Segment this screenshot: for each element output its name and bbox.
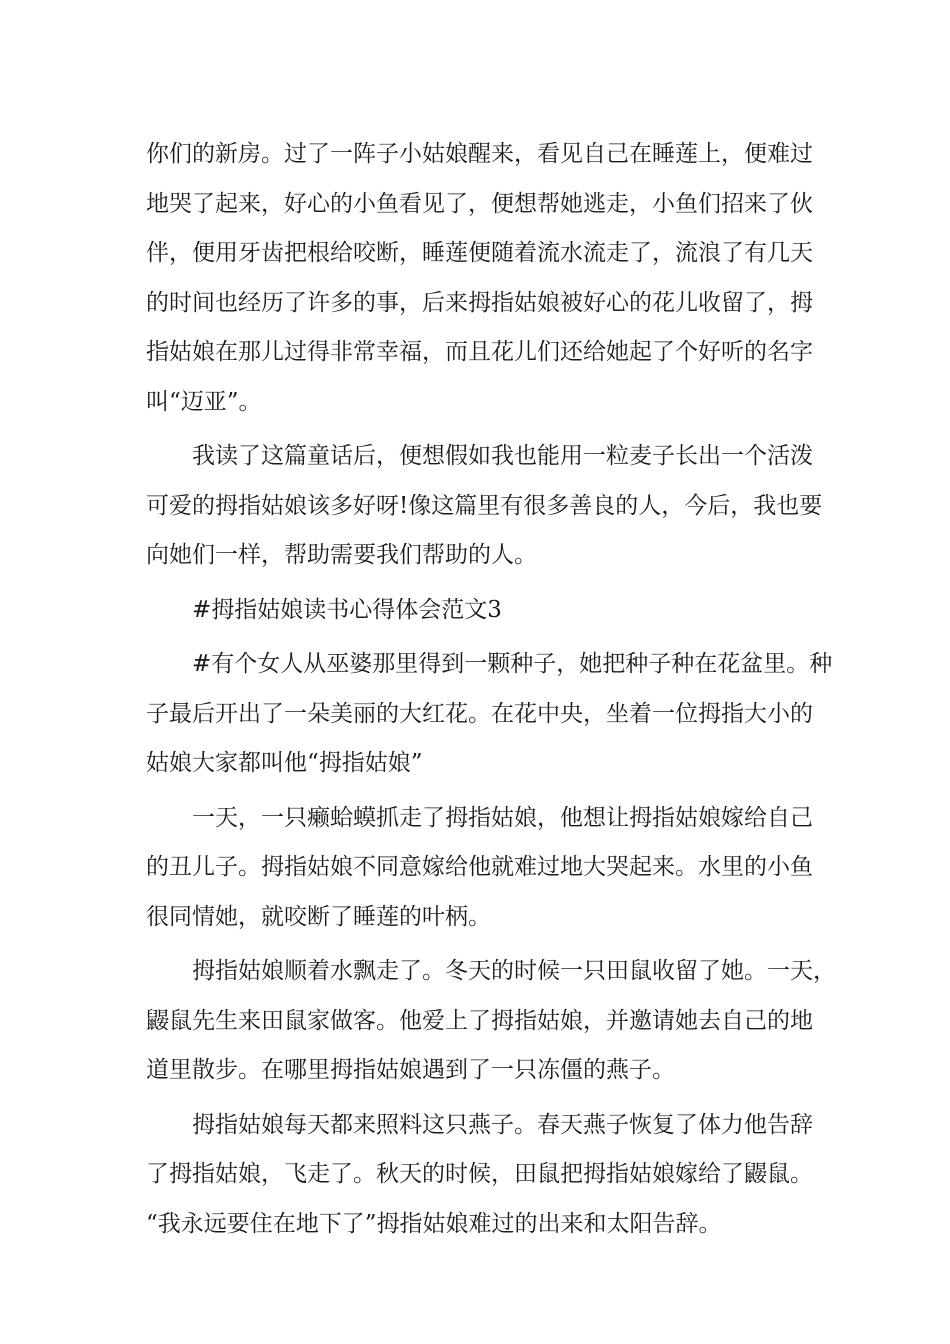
text-line: 子最后开出了一朵美丽的大红花。在花中央，坐着一位拇指大小的	[146, 700, 813, 727]
text-line: 的时间也经历了许多的事，后来拇指姑娘被好心的花儿收留了，拇	[146, 289, 813, 316]
text-line: 我读了这篇童话后，便想假如我也能用一粒麦子长出一个活泼	[192, 443, 813, 469]
text-line: 一天，一只癞蛤蟆抓走了拇指姑娘，他想让拇指姑娘嫁给自己	[192, 804, 813, 831]
text-line: 伴，便用牙齿把根给咬断，睡莲便随着流水流走了，流浪了有几天	[146, 240, 813, 266]
text-line: 指姑娘在那儿过得非常幸福，而且花儿们还给她起了个好听的名字	[146, 339, 813, 365]
text-line: 拇指姑娘每天都来照料这只燕子。春天燕子恢复了体力他告辞	[192, 1111, 813, 1138]
text-line: 很同情她，就咬断了睡莲的叶柄。	[146, 903, 491, 930]
heading-text: #拇指姑娘读书心得体会范文3	[192, 596, 502, 623]
text-line: 地哭了起来，好心的小鱼看见了，便想帮她逃走，小鱼们招来了伙	[146, 190, 813, 217]
paragraph	[146, 640, 846, 789]
text-line: 道里散步。在哪里拇指姑娘遇到了一只冻僵的燕子。	[146, 1057, 675, 1083]
text-line: 鼹鼠先生来田鼠家做客。他爱上了拇指姑娘，并邀请她去自己的地	[146, 1007, 813, 1034]
paragraph	[146, 432, 846, 581]
text-line: 你们的新房。过了一阵子小姑娘醒来，看见自己在睡莲上，便难过	[146, 141, 813, 167]
text-line: 了拇指姑娘，飞走了。秋天的时候，田鼠把拇指姑娘嫁给了鼹鼠。	[146, 1161, 813, 1187]
text-line: 可爱的拇指姑娘该多好呀!像这篇里有很多善良的人，今后，我也要	[146, 492, 823, 519]
text-line: 拇指姑娘顺着水飘走了。冬天的时候一只田鼠收留了她。一天，	[192, 958, 836, 984]
document-body	[146, 130, 846, 1249]
text-line: #有个女人从巫婆那里得到一颗种子，她把种子种在花盆里。种	[192, 651, 833, 677]
section-heading	[146, 586, 846, 636]
paragraph	[146, 130, 846, 427]
paragraph	[146, 947, 846, 1096]
text-line: 的丑儿子。拇指姑娘不同意嫁给他就难过地大哭起来。水里的小鱼	[146, 854, 813, 880]
text-line: “我永远要住在地下了”拇指姑娘难过的出来和太阳告辞。	[146, 1210, 722, 1237]
text-line: 姑娘大家都叫他“拇指姑娘”	[146, 750, 423, 776]
text-line: 叫“迈亚”。	[146, 388, 262, 415]
text-line: 向她们一样，帮助需要我们帮助的人。	[146, 542, 537, 568]
paragraph	[146, 1101, 846, 1250]
paragraph	[146, 794, 846, 943]
